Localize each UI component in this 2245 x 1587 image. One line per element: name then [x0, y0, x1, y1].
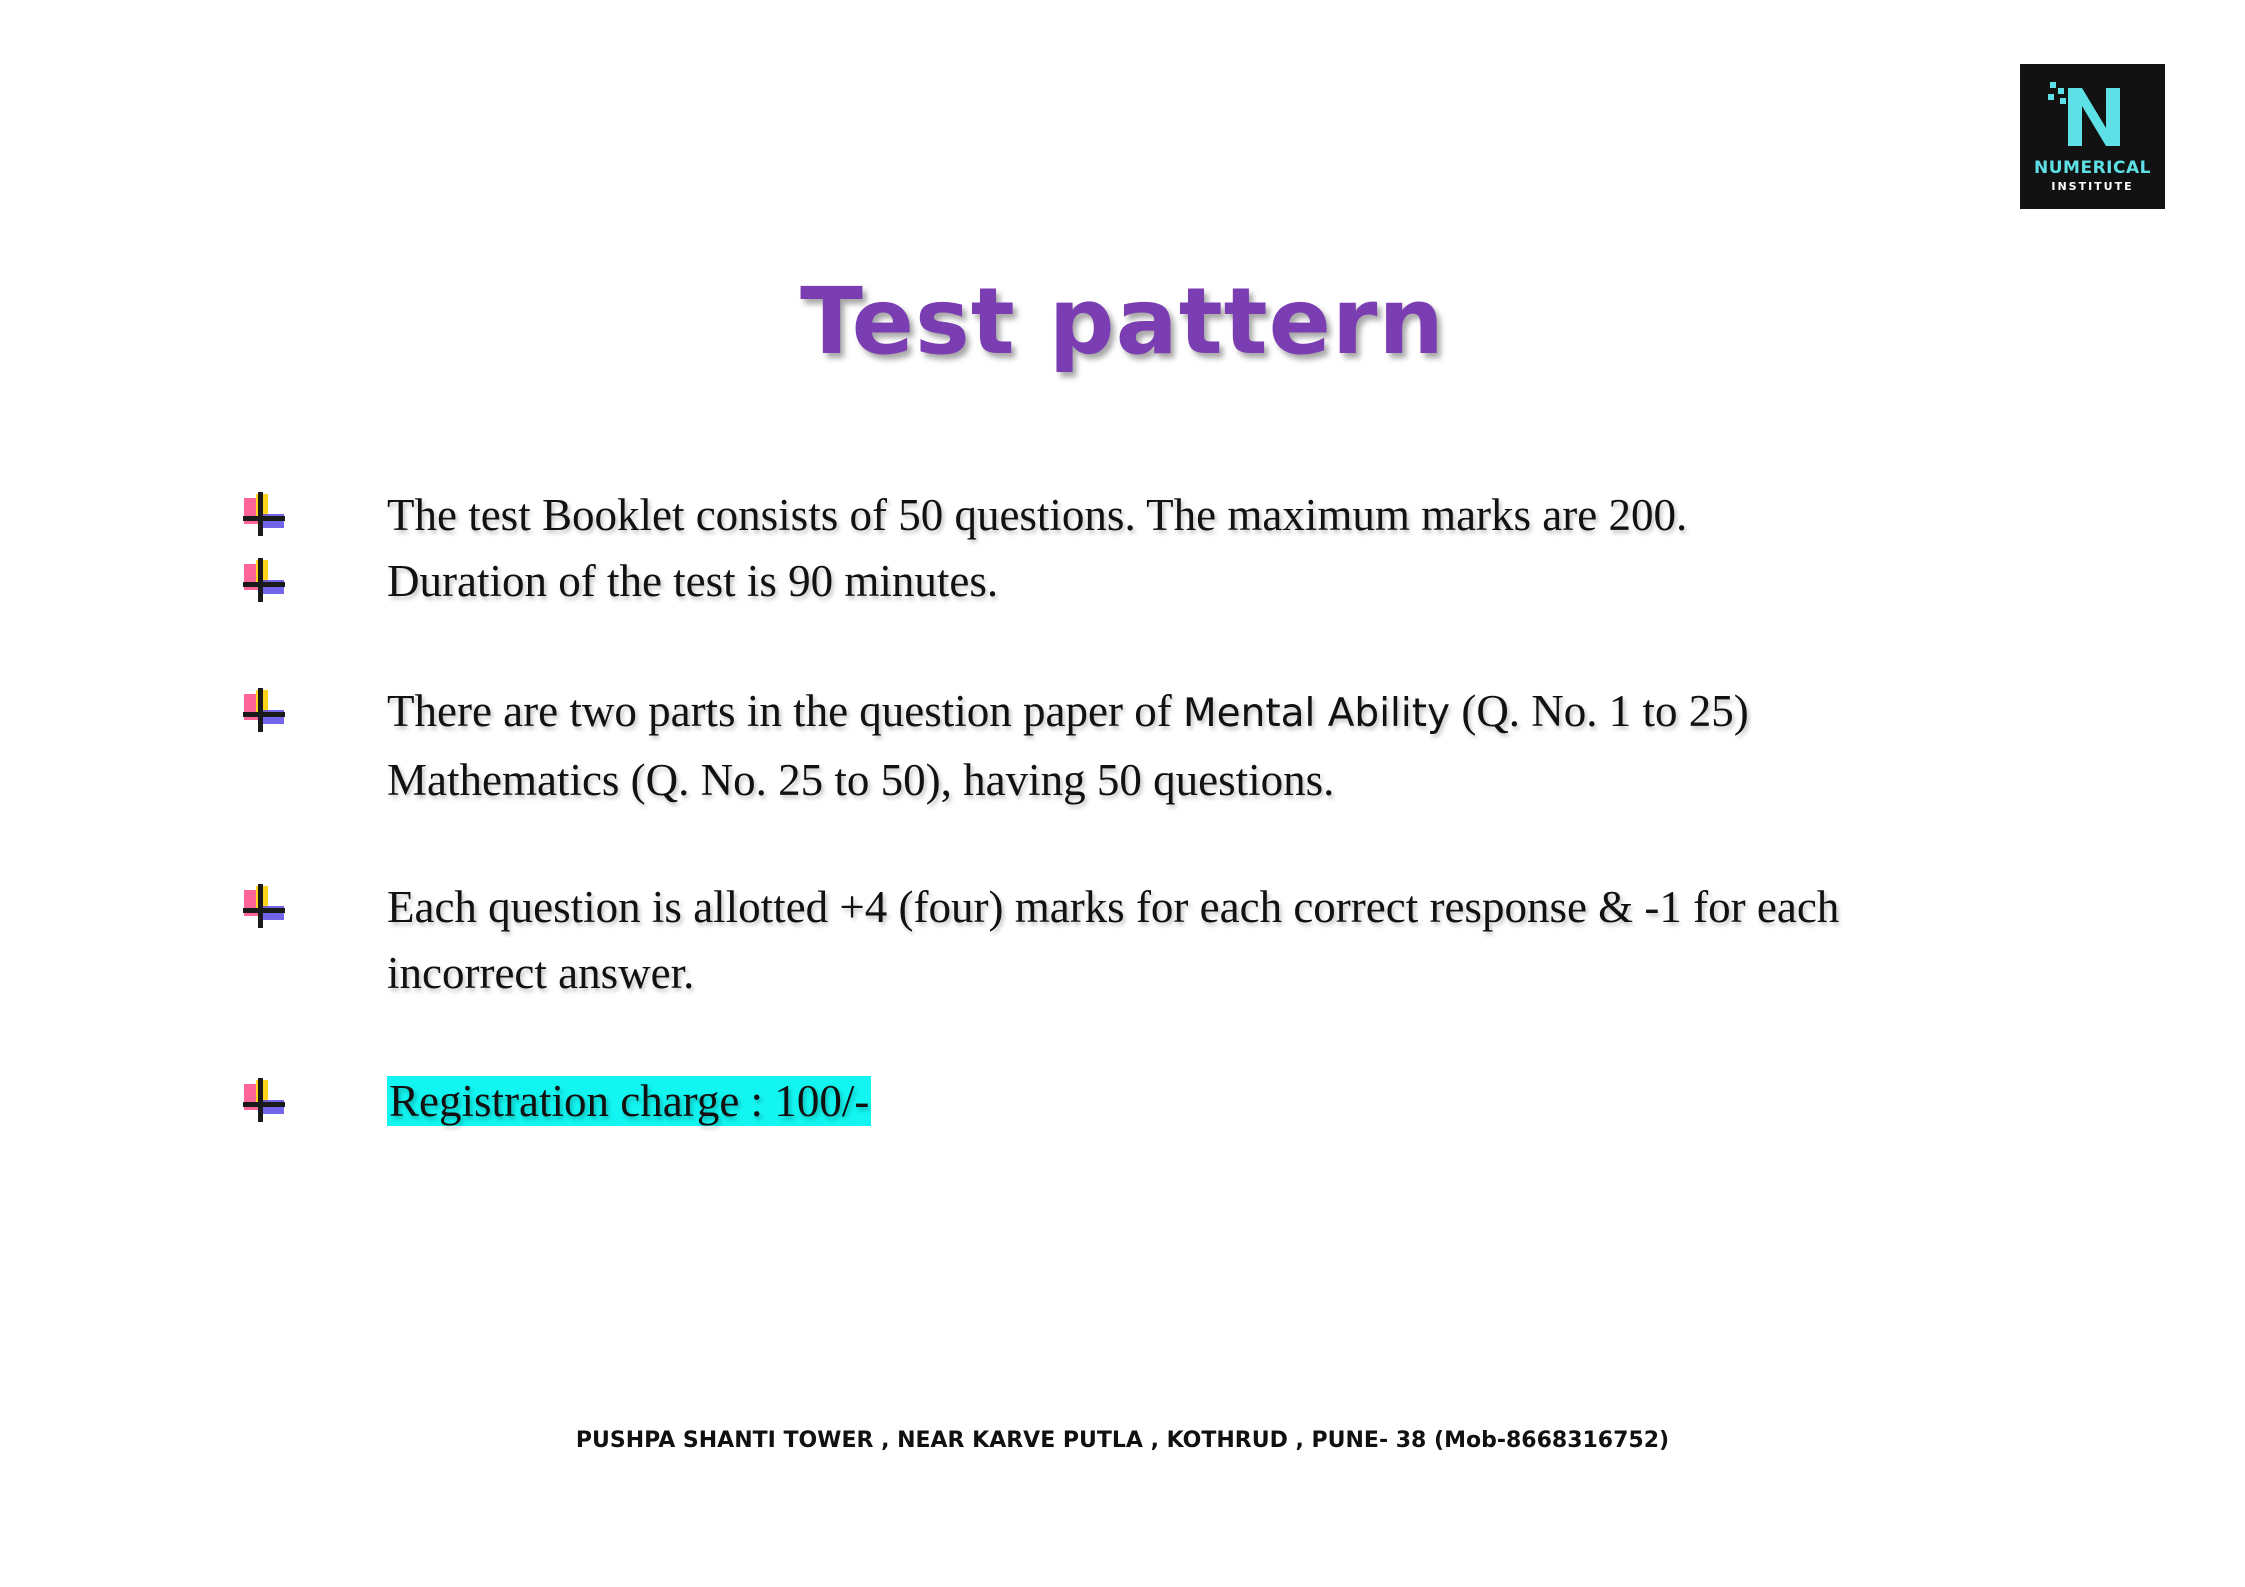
cross-bullet-icon: [240, 558, 290, 606]
footer-address: PUSHPA SHANTI TOWER , NEAR KARVE PUTLA , KOTHRUD , PUNE- 38 (Mob-8668316752): [575, 1428, 1670, 1453]
registration-charge-highlight: Registration charge : 100/-: [389, 1076, 870, 1126]
item-text: [387, 1068, 2067, 1134]
item-text: The test Booklet consists of 50 questions. The maximum marks are 200.: [387, 490, 1688, 540]
item-text-part: (Q. No. 1 to 25): [1450, 686, 1749, 736]
logo-subtitle: INSTITUTE: [2051, 180, 2134, 193]
item-text: [387, 678, 2067, 813]
logo-name: NUMERICAL: [2034, 158, 2151, 178]
mental-ability-text: Mental Ability: [1182, 691, 1451, 736]
item-text-part: There are two parts in the question paper of: [387, 686, 1183, 736]
cross-bullet-icon: [240, 688, 290, 736]
item-text-part: incorrect answer.: [387, 948, 695, 998]
cross-bullet-icon: [240, 884, 290, 932]
item-text-part: Mathematics (Q. No. 25 to 50), having 50 questions.: [387, 755, 1335, 805]
page-title: Test pattern: [800, 268, 1445, 375]
cross-bullet-icon: [240, 492, 290, 540]
cross-bullet-icon: [240, 1078, 290, 1126]
item-text-part: Each question is allotted +4 (four) marks for each correct response & -1 for each: [387, 882, 1840, 932]
item-text: [387, 874, 2067, 1006]
item-text: Duration of the test is 90 minutes.: [387, 556, 999, 606]
